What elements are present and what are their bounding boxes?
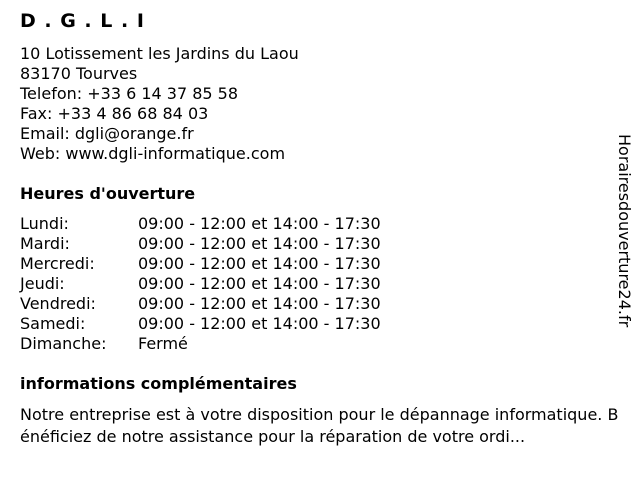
phone-line: Telefon: +33 6 14 37 85 58 [20, 84, 239, 103]
business-name: D . G . L . I [20, 10, 145, 32]
web-line: Web: www.dgli-informatique.com [20, 144, 286, 163]
hours-day: Mardi: [20, 234, 70, 253]
email-line: Email: dgli@orange.fr [20, 124, 194, 143]
hours-day: Samedi: [20, 314, 86, 333]
hours-row [20, 314, 381, 334]
hours-row [20, 294, 381, 314]
hours-day: Lundi: [20, 214, 69, 233]
hours-time: 09:00 - 12:00 et 14:00 - 17:30 [138, 234, 381, 253]
hours-day: Dimanche: [20, 334, 107, 353]
fax-line: Fax: +33 4 86 68 84 03 [20, 104, 209, 123]
contact-block [20, 44, 299, 164]
opening-hours-heading: Heures d'ouverture [20, 184, 196, 203]
hours-row [20, 334, 381, 354]
site-watermark: Horairesdouverture24.fr [615, 134, 634, 328]
hours-row [20, 214, 381, 234]
hours-day: Vendredi: [20, 294, 96, 313]
hours-row [20, 274, 381, 294]
opening-hours-table [20, 214, 381, 354]
additional-info-text: Notre entreprise est à votre disposition pour le dépannage informatique. Bénéficiez de notre assistance pour la réparation de votre ordi... [20, 405, 619, 446]
hours-row [20, 234, 381, 254]
hours-time: Fermé [138, 334, 188, 353]
hours-time: 09:00 - 12:00 et 14:00 - 17:30 [138, 254, 381, 273]
hours-day: Mercredi: [20, 254, 95, 273]
hours-time: 09:00 - 12:00 et 14:00 - 17:30 [138, 294, 381, 313]
hours-time: 09:00 - 12:00 et 14:00 - 17:30 [138, 314, 381, 333]
hours-time: 09:00 - 12:00 et 14:00 - 17:30 [138, 214, 381, 233]
hours-time: 09:00 - 12:00 et 14:00 - 17:30 [138, 274, 381, 293]
address-line-1: 10 Lotissement les Jardins du Laou [20, 44, 299, 63]
hours-day: Jeudi: [20, 274, 65, 293]
additional-info-heading: informations complémentaires [20, 374, 297, 393]
hours-row [20, 254, 381, 274]
address-line-2: 83170 Tourves [20, 64, 138, 83]
